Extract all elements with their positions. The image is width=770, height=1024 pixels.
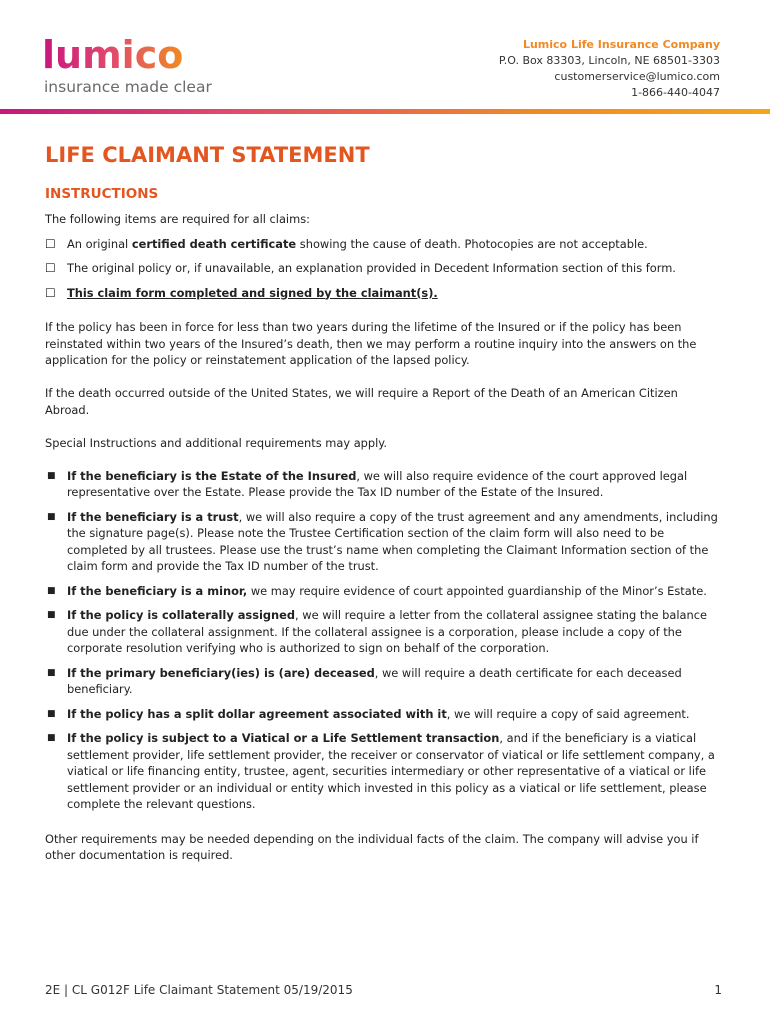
requirement-condition: If the beneficiary is the Estate of the Insured <box>67 468 357 483</box>
special-requirements-list <box>45 468 725 813</box>
page-title: LIFE CLAIMANT STATEMENT <box>45 143 370 167</box>
requirement-bullet <box>45 583 725 600</box>
lumico-logo <box>42 36 242 100</box>
checklist-item-text <box>67 285 725 302</box>
paragraph-foreign-death: If the death occurred outside of the United States, we will require a Report of the Death of an American Citizen Abroad. <box>45 386 678 417</box>
square-bullet-icon: ■ <box>47 708 56 719</box>
requirement-detail: , we will also require a copy of the trust agreement and any amendments, including the signature page(s). Please note the Trustee Certification section of the claim form will also need to be completed by all trustees. Please use the trust’s name when completing the Claimant Information section of the claim form and provide the Tax ID number of the trust. <box>67 509 718 573</box>
requirement-text <box>67 665 725 698</box>
company-address: P.O. Box 83303, Lincoln, NE 68501-3303 <box>498 54 720 67</box>
requirement-detail: we may require evidence of court appointed guardianship of the Minor’s Estate. <box>247 583 707 598</box>
checklist-item <box>45 260 725 277</box>
logo-text: lumico <box>42 36 184 77</box>
requirement-text <box>67 607 725 657</box>
paragraph-special-instructions: Special Instructions and additional requirements may apply. <box>45 435 388 450</box>
header-gradient-divider <box>0 109 770 114</box>
logo-tagline: insurance made clear <box>44 78 212 96</box>
checklist-text: The original policy or, if unavailable, an explanation provided in Decedent Information section of this form. <box>67 261 676 275</box>
requirement-detail: , and if the beneficiary is a viatical settlement provider, life settlement provider, the receiver or conservator of viatical or life settlement company, a viatical or life financing entity, trustee, agent, securities intermediary or other representative of a viatical or life settlement provider or an individual or entity which invested in this policy as a viatical or life settlement, please complete the relevant questions. <box>67 731 715 811</box>
footer-form-id: 2E | CL G012F Life Claimant Statement 05/19/2015 <box>45 983 353 997</box>
requirement-condition: If the beneficiary is a trust <box>67 509 239 524</box>
requirement-bullet <box>45 607 725 657</box>
intro-text: The following items are required for all claims: <box>45 212 310 226</box>
requirement-detail: , we will also require evidence of the court approved legal representative over the Estate. Please provide the Tax ID number of the Estate of the Insured. <box>67 468 688 499</box>
requirement-detail: , we will require a letter from the collateral assignee stating the balance due under the collateral assignment. If the collateral assignee is a corporation, please include a copy of the corporate resolution verifying who is authorized to sign on behalf of the corporation. <box>67 608 708 655</box>
company-email: customerservice@lumico.com <box>554 70 720 83</box>
square-bullet-icon: ■ <box>47 585 56 596</box>
paragraph-contestability: If the policy has been in force for less than two years during the lifetime of the Insured or if the policy has been reinstated within two years of the Insured’s death, then we may perform a routine inquiry into the answers on the application for the policy or reinstatement application of the lapsed policy. <box>45 320 697 367</box>
requirement-bullet <box>45 665 725 698</box>
company-name: Lumico Life Insurance Company <box>522 38 720 51</box>
requirement-condition: If the policy is collaterally assigned <box>67 608 296 622</box>
requirement-condition: If the policy is subject to a Viatical or a Life Settlement transaction <box>67 731 500 745</box>
company-phone: 1-866-440-4047 <box>631 86 720 99</box>
requirements-checklist <box>45 236 725 302</box>
checklist-item <box>45 285 725 302</box>
square-bullet-icon: ■ <box>47 470 56 481</box>
requirement-text <box>67 583 725 600</box>
checklist-item-text <box>67 236 725 253</box>
square-bullet-icon: ■ <box>47 667 56 678</box>
checkbox-icon[interactable]: ☐ <box>45 285 56 300</box>
company-contact-block <box>499 37 720 101</box>
requirement-text <box>67 468 725 501</box>
checkbox-icon[interactable]: ☐ <box>45 236 56 251</box>
requirement-bullet <box>45 468 725 501</box>
square-bullet-icon: ■ <box>47 733 56 743</box>
instructions-heading: INSTRUCTIONS <box>45 186 159 202</box>
requirement-condition: If the primary beneficiary(ies) is (are) deceased <box>67 665 375 680</box>
instructions-body <box>45 211 725 880</box>
requirement-condition: If the beneficiary is a minor, <box>67 583 248 598</box>
checklist-item <box>45 236 725 253</box>
requirement-text <box>67 706 725 723</box>
requirement-bullet <box>45 730 725 813</box>
footer-page-number: 1 <box>714 983 722 997</box>
requirement-detail: , we will require a copy of said agreement. <box>446 706 690 721</box>
checklist-text-cont: showing the cause of death. Photocopies are not acceptable. <box>296 236 648 251</box>
square-bullet-icon: ■ <box>47 610 56 620</box>
requirement-text <box>67 509 725 575</box>
checklist-text: An original <box>67 236 132 251</box>
requirement-text <box>67 730 725 813</box>
requirement-bullet <box>45 706 725 723</box>
checkbox-icon[interactable]: ☐ <box>45 261 56 275</box>
checklist-bold-text: certified death certificate <box>131 236 297 251</box>
closing-paragraph: Other requirements may be needed depending on the individual facts of the claim. The company will advise you if other documentation is required. <box>45 831 699 862</box>
requirement-condition: If the policy has a split dollar agreement associated with it <box>67 706 447 721</box>
checklist-bold-text: This claim form completed and signed by the claimant(s). <box>67 285 438 300</box>
square-bullet-icon: ■ <box>47 511 56 522</box>
requirement-bullet <box>45 509 725 575</box>
requirement-detail: , we will require a death certificate for each deceased beneficiary. <box>67 665 682 696</box>
checklist-item-text <box>67 260 725 277</box>
